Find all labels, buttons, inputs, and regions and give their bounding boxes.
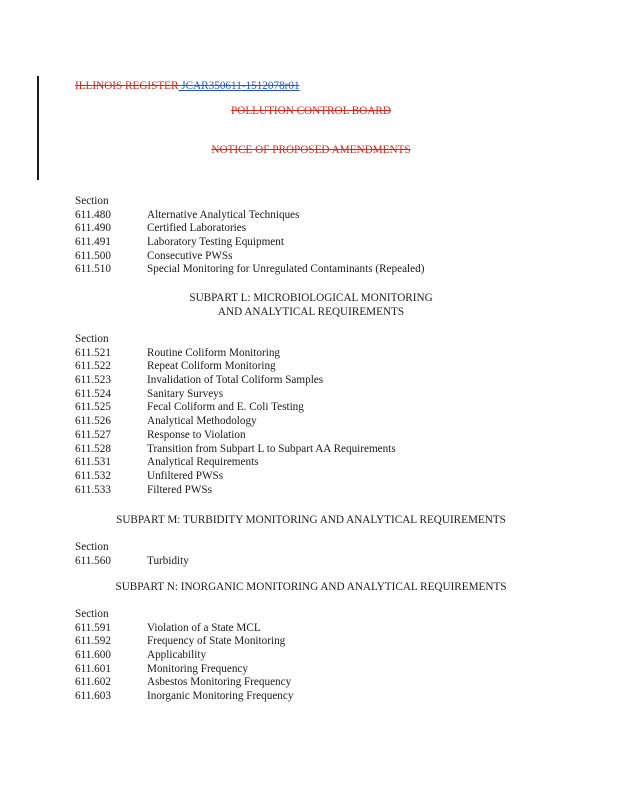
section-number: 611.526 <box>75 415 111 428</box>
section-number: 611.510 <box>75 263 111 276</box>
section-title: Frequency of State Monitoring <box>147 635 286 648</box>
revision-change-bar <box>37 76 39 180</box>
section-row <box>75 690 595 704</box>
section-title: Consecutive PWSs <box>147 249 233 262</box>
section-number: 611.524 <box>75 387 111 400</box>
section-number: 611.500 <box>75 249 111 262</box>
section-title: Response to Violation <box>147 428 246 441</box>
board-header: POLLUTION CONTROL BOARD <box>231 105 391 117</box>
subpart-l-heading-line1: SUBPART L: MICROBIOLOGICAL MONITORING <box>189 292 433 304</box>
section-number: 611.591 <box>75 621 111 634</box>
section-number: 611.560 <box>75 554 111 567</box>
section-number: 611.527 <box>75 428 111 441</box>
section-title: Inorganic Monitoring Frequency <box>147 690 294 703</box>
section-number: 611.602 <box>75 676 111 689</box>
section-title: Fecal Coliform and E. Coli Testing <box>147 401 304 414</box>
section-list-group-1 <box>75 195 595 277</box>
section-row <box>75 443 595 457</box>
section-row <box>75 388 595 402</box>
section-number: 611.533 <box>75 483 111 496</box>
section-row <box>75 374 595 388</box>
section-title: Monitoring Frequency <box>147 662 248 675</box>
register-inserted-text: JCAR350611-1512078r01 <box>178 80 300 92</box>
section-number: 611.592 <box>75 635 111 648</box>
section-row <box>75 456 595 470</box>
section-number: 611.600 <box>75 649 111 662</box>
section-number: 611.490 <box>75 222 111 235</box>
section-number: 611.480 <box>75 208 111 221</box>
section-row <box>75 635 595 649</box>
section-title: Unfiltered PWSs <box>147 469 224 482</box>
section-list-subpart-m <box>75 541 595 568</box>
section-row <box>75 649 595 663</box>
section-label: Section <box>75 333 109 345</box>
section-label: Section <box>75 195 109 207</box>
section-label: Section <box>75 541 109 553</box>
notice-header: NOTICE OF PROPOSED AMENDMENTS <box>211 144 411 156</box>
section-row <box>75 347 595 361</box>
section-row <box>75 484 595 498</box>
section-list-subpart-l <box>75 333 595 497</box>
section-row <box>75 429 595 443</box>
section-number: 611.603 <box>75 690 111 703</box>
section-number: 611.491 <box>75 236 111 249</box>
section-number: 611.531 <box>75 456 111 469</box>
section-label: Section <box>75 608 109 620</box>
section-number: 611.523 <box>75 374 111 387</box>
section-row <box>75 663 595 677</box>
register-header <box>75 80 300 92</box>
section-title: Alternative Analytical Techniques <box>147 208 300 221</box>
section-title: Turbidity <box>147 554 189 567</box>
section-row <box>75 470 595 484</box>
section-number: 611.521 <box>75 346 111 359</box>
section-row <box>75 360 595 374</box>
section-number: 611.601 <box>75 662 111 675</box>
section-title: Routine Coliform Monitoring <box>147 346 281 359</box>
section-title: Special Monitoring for Unregulated Contaminants (Repealed) <box>147 263 425 276</box>
section-title: Applicability <box>147 649 207 662</box>
section-row <box>75 676 595 690</box>
section-row <box>75 250 595 264</box>
subpart-n-heading: SUBPART N: INORGANIC MONITORING AND ANALYTICAL REQUIREMENTS <box>115 581 507 593</box>
section-title: Sanitary Surveys <box>147 387 224 400</box>
register-struck-text: ILLINOIS REGISTER <box>75 80 179 92</box>
section-number: 611.525 <box>75 401 111 414</box>
section-row <box>75 236 595 250</box>
section-number: 611.532 <box>75 469 111 482</box>
section-title: Invalidation of Total Coliform Samples <box>147 374 324 387</box>
section-row <box>75 555 595 569</box>
section-row <box>75 622 595 636</box>
section-row <box>75 415 595 429</box>
section-title: Certified Laboratories <box>147 222 247 235</box>
section-title: Laboratory Testing Equipment <box>147 236 284 249</box>
section-row <box>75 263 595 277</box>
section-title: Transition from Subpart L to Subpart AA Requirements <box>147 442 396 455</box>
section-list-subpart-n <box>75 608 595 704</box>
section-title: Analytical Methodology <box>147 415 257 428</box>
section-title: Asbestos Monitoring Frequency <box>147 676 292 689</box>
section-title: Filtered PWSs <box>147 483 212 496</box>
section-row <box>75 222 595 236</box>
subpart-m-heading: SUBPART M: TURBIDITY MONITORING AND ANALYTICAL REQUIREMENTS <box>116 514 506 526</box>
section-title: Analytical Requirements <box>147 456 259 469</box>
section-title: Repeat Coliform Monitoring <box>147 360 276 373</box>
section-row <box>75 209 595 223</box>
subpart-l-heading-line2: AND ANALYTICAL REQUIREMENTS <box>217 306 405 318</box>
section-title: Violation of a State MCL <box>147 621 261 634</box>
section-number: 611.522 <box>75 360 111 373</box>
section-row <box>75 401 595 415</box>
section-number: 611.528 <box>75 442 111 455</box>
